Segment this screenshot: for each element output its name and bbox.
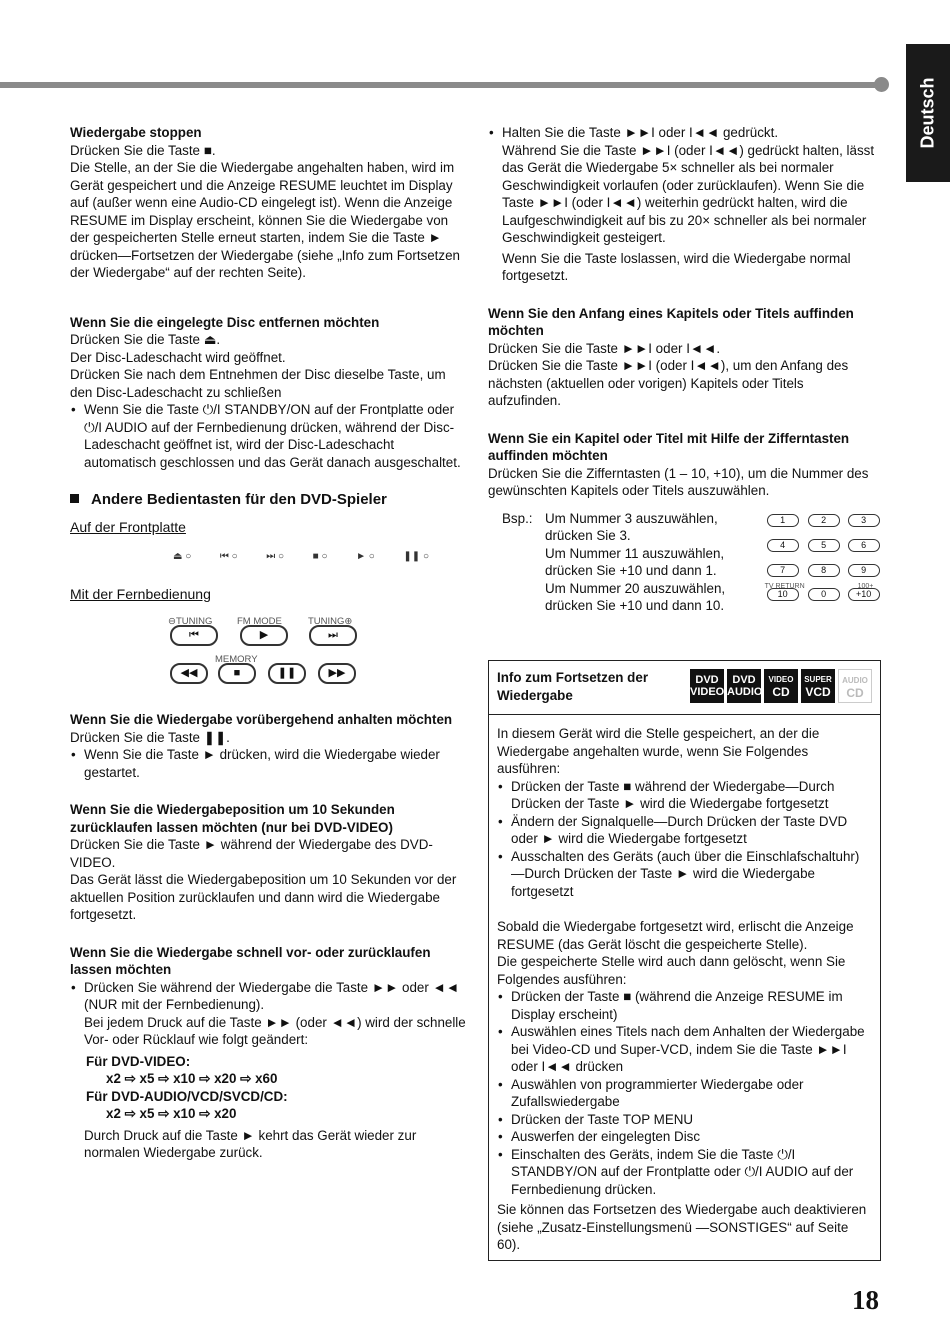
example-block bbox=[488, 510, 878, 615]
paragraph: Drücken Sie die Taste ► während der Wiedergabe des DVD-VIDEO. bbox=[70, 837, 433, 870]
bullet-list bbox=[497, 988, 872, 1198]
list-item: • Ausschalten des Geräts (auch über die Einschlafschaltuhr)—Durch Drücken der Taste ► wird die Wiedergabe fortgesetzt bbox=[497, 848, 872, 901]
section-pause bbox=[70, 711, 466, 781]
front-panel-buttons bbox=[173, 548, 429, 566]
paragraph: Durch Druck auf die Taste ► kehrt das Gerät wieder zur normalen Wiedergabe zurück. bbox=[84, 1127, 417, 1160]
bullet-list bbox=[70, 401, 466, 471]
dvd-video-speeds: x2 ⇨ x5 ⇨ x10 ⇨ x20 ⇨ x60 bbox=[106, 1071, 278, 1086]
section-title: Wenn Sie ein Kapitel oder Titel mit Hilfe der Zifferntasten auffinden möchten bbox=[488, 430, 850, 463]
example-line: drücken Sie +10 und dann 10. bbox=[545, 598, 725, 613]
logo-line: AUDIO bbox=[727, 686, 763, 698]
paragraph: Sie können das Fortsetzen des Wiedergabe auch deaktivieren (siehe „Zusatz-Einstellungsmenü —SONSTIGES“ auf Seite 60). bbox=[497, 1202, 867, 1252]
stop-remote-icon: ■ bbox=[218, 663, 256, 684]
bullet-list bbox=[497, 778, 872, 901]
language-tab bbox=[906, 44, 950, 182]
example-line: drücken Sie +10 und dann 1. bbox=[545, 563, 717, 578]
key-plus-10: +10 bbox=[848, 588, 880, 601]
pause-button-icon: ❚❚ ○ bbox=[403, 551, 429, 562]
bullet-list bbox=[70, 979, 466, 1014]
bullet-list bbox=[70, 746, 466, 781]
rewind-remote-icon: ◀◀ bbox=[170, 663, 208, 684]
paragraph: In diesem Gerät wird die Stelle gespeichert, an der die Wiedergabe angehalten wurde, wenn Sie Folgendes ausführen: bbox=[497, 726, 820, 776]
paragraph: Drücken Sie die Taste ❚❚. bbox=[70, 729, 230, 745]
paragraph: Die gespeicherte Stelle wird auch dann gelöscht, wenn Sie Folgendes ausführen: bbox=[497, 954, 846, 987]
paragraph: Bei jedem Druck auf die Taste ►► (oder ◄◄) wird der schnelle Vor- oder Rücklauf wie folgt geändert: bbox=[84, 1014, 466, 1047]
example-line: Um Nummer 11 auszuwählen, bbox=[545, 545, 725, 561]
key-4: 4 bbox=[767, 539, 799, 552]
paragraph: Während Sie die Taste ►►I (oder I◄◄) gedrückt halten, lässt das Gerät die Wiedergabe 5× schneller als bei normaler Geschwindigkeit vorlaufen (oder zurücklaufen). Wenn Sie die Taste ►►I (oder I◄◄) weiterhin gedrückt halten, wird die Laufgeschwindigkeit auf bis zu 20× schneller als bei normaler Geschwindigkeit gesteigert. bbox=[502, 142, 875, 245]
video-cd-logo-icon bbox=[764, 669, 798, 703]
key-5: 5 bbox=[808, 539, 840, 552]
other-media-label: Für DVD-AUDIO/VCD/SVCD/CD: bbox=[86, 1088, 288, 1104]
info-box-header bbox=[497, 667, 872, 704]
logo-line: VIDEO bbox=[690, 686, 725, 698]
heading-text: Andere Bedientasten für den DVD-Spieler bbox=[91, 491, 387, 508]
play-button-icon: ► ○ bbox=[356, 551, 375, 562]
divider bbox=[489, 714, 880, 715]
list-item: • Einschalten des Geräts, indem Sie die Taste ⏻/I STANDBY/ON auf der Frontplatte oder ⏻/I AUDIO auf der Fernbedienung drücken. bbox=[497, 1146, 872, 1199]
key-1: 1 bbox=[767, 514, 799, 527]
hundred-plus-label: 100+ bbox=[857, 582, 874, 590]
logo-line: CD bbox=[772, 685, 790, 699]
tv-return-label: TV RETURN bbox=[764, 582, 805, 590]
paragraph: Drücken Sie die Taste ►►I (oder I◄◄), um den Anfang des nächsten (aktuellen oder vorigen) Kapitels oder Titels aufzufinden. bbox=[488, 358, 849, 408]
bullet-list bbox=[488, 124, 878, 142]
info-box-title: Info zum Fortsetzen der Wiedergabe bbox=[497, 670, 649, 703]
prev-remote-icon: ⏮ bbox=[170, 625, 218, 646]
list-item: • Ändern der Signalquelle—Durch Drücken der Taste DVD oder ► wird die Wiedergabe fortgesetzt bbox=[497, 813, 872, 848]
logo-line: AUDIO bbox=[842, 676, 868, 685]
list-item: • Drücken der Taste ■ während der Wiedergabe—Durch Drücken der Taste ► wird die Wiedergabe fortgesetzt bbox=[497, 778, 872, 813]
audio-cd-logo-icon bbox=[838, 669, 872, 703]
list-item: • Drücken Sie während der Wiedergabe die Taste ►► oder ◄◄ (NUR mit der Fernbedienung). bbox=[70, 979, 466, 1014]
list-item: • Drücken der Taste ■ (während die Anzeige RESUME im Display erscheint) bbox=[497, 988, 872, 1023]
section-chapter-start bbox=[488, 305, 878, 410]
fastforward-remote-icon: ▶▶ bbox=[318, 663, 356, 684]
example-text bbox=[545, 510, 741, 615]
section-title: Wiedergabe stoppen bbox=[70, 125, 202, 140]
example-line: drücken Sie 3. bbox=[545, 528, 631, 543]
section-stop bbox=[70, 124, 466, 282]
language-tab-label: Deutsch bbox=[917, 77, 938, 149]
prev-button-icon: ⏮ ○ bbox=[219, 551, 238, 562]
header-rule bbox=[0, 82, 880, 88]
list-item: • Drücken der Taste TOP MENU bbox=[497, 1111, 872, 1129]
list-item: • Auswählen von programmierter Wiedergabe oder Zufallswiedergabe bbox=[497, 1076, 872, 1111]
key-7: 7 bbox=[767, 564, 799, 577]
list-item: • Halten Sie die Taste ►►I oder I◄◄ gedrückt. bbox=[488, 124, 878, 142]
logo-line: CD bbox=[846, 686, 864, 700]
next-button-icon: ⏭ ○ bbox=[266, 551, 285, 562]
tuning-plus-label: TUNING⊕ bbox=[308, 616, 353, 627]
section-number-keys bbox=[488, 430, 878, 615]
memory-label: MEMORY bbox=[215, 654, 258, 665]
paragraph: Drücken Sie die Taste ⏏. bbox=[70, 332, 221, 347]
dvd-audio-logo-icon bbox=[727, 669, 761, 703]
key-2: 2 bbox=[808, 514, 840, 527]
paragraph: Drücken Sie die Taste ►►I oder I◄◄. bbox=[488, 340, 721, 356]
key-6: 6 bbox=[848, 539, 880, 552]
page-number: 18 bbox=[852, 1285, 879, 1315]
key-0: 0 bbox=[808, 588, 840, 601]
paragraph: Der Disc-Ladeschacht wird geöffnet. bbox=[70, 349, 286, 365]
logo-line: VCD bbox=[805, 685, 831, 699]
right-column bbox=[488, 124, 878, 635]
tuning-minus-label: ⊖TUNING bbox=[168, 616, 213, 627]
logo-line: DVD bbox=[695, 674, 719, 686]
paragraph: Drücken Sie die Zifferntasten (1 – 10, +10), um die Nummer des gewünschten Kapitels oder Titels auszuwählen. bbox=[488, 465, 869, 498]
list-item: • Auswählen eines Titels nach dem Anhalten der Wiedergabe bei Video-CD und Super-VCD, indem Sie die Taste ►►I oder I◄◄ drücken bbox=[497, 1023, 872, 1076]
left-column bbox=[70, 124, 466, 1182]
logo-line: DVD bbox=[732, 674, 756, 686]
remote-label: Mit der Fernbedienung bbox=[70, 585, 211, 602]
remote-control-illustration bbox=[168, 613, 368, 687]
super-vcd-logo-icon bbox=[801, 669, 835, 703]
section-title: Wenn Sie die Wiedergabeposition um 10 Sekunden zurücklaufen lassen möchten (nur bei DVD-VIDEO) bbox=[70, 802, 395, 835]
key-10: 10 bbox=[767, 588, 799, 601]
next-remote-icon: ⏭ bbox=[309, 625, 357, 646]
section-title: Wenn Sie den Anfang eines Kapitels oder Titels auffinden möchten bbox=[488, 305, 854, 338]
example-label: Bsp.: bbox=[502, 510, 533, 526]
section-title: Wenn Sie die Wiedergabe schnell vor- oder zurücklaufen lassen möchten bbox=[70, 944, 431, 977]
section-hold-skip bbox=[488, 124, 878, 285]
eject-button-icon: ⏏ ○ bbox=[173, 551, 192, 562]
paragraph: Wenn Sie die Taste loslassen, wird die Wiedergabe normal fortgesetzt. bbox=[502, 250, 851, 283]
logo-line: VIDEO bbox=[768, 675, 794, 684]
paragraph: Drücken Sie nach dem Entnehmen der Disc dieselbe Taste, um den Disc-Ladeschacht zu schließen bbox=[70, 367, 446, 400]
header-rule-dot bbox=[874, 77, 889, 92]
list-item: • Auswerfen der eingelegten Disc bbox=[497, 1128, 872, 1146]
section-replay-10s bbox=[70, 801, 466, 924]
section-eject bbox=[70, 314, 466, 472]
paragraph: Sobald die Wiedergabe fortgesetzt wird, erlischt die Anzeige RESUME (das Gerät löscht die gespeicherte Stelle). bbox=[497, 919, 854, 952]
resume-info-box bbox=[488, 660, 881, 1261]
paragraph: Das Gerät lässt die Wiedergabeposition um 10 Sekunden vor der aktuellen Position zurücklaufen und dann wird die Wiedergabe fortgesetzt. bbox=[70, 872, 457, 922]
key-3: 3 bbox=[848, 514, 880, 527]
logo-line: SUPER bbox=[804, 675, 832, 684]
other-media-speeds: x2 ⇨ x5 ⇨ x10 ⇨ x20 bbox=[106, 1106, 237, 1121]
pause-remote-icon: ❚❚ bbox=[268, 663, 306, 684]
dvd-video-label: Für DVD-VIDEO: bbox=[86, 1053, 191, 1069]
key-8: 8 bbox=[808, 564, 840, 577]
section-title: Wenn Sie die Wiedergabe vorübergehend anhalten möchten bbox=[70, 712, 453, 727]
key-9: 9 bbox=[848, 564, 880, 577]
paragraph: Die Stelle, an der Sie die Wiedergabe angehalten haben, wird im Gerät gespeichert und die Anzeige RESUME leuchtet im Display auf (außer wenn eine Audio-CD eingelegt ist). Wenn die Anzeige RESUME im Display erscheint, können Sie die Wiedergabe von der gespeicherten Stelle erneut starten, indem Sie die Taste ► drücken—Fortsetzen der Wiedergabe (siehe „Info zum Fortsetzen der Wiedergabe“ auf der rechten Seite). bbox=[70, 160, 460, 280]
front-panel-label: Auf der Frontplatte bbox=[70, 518, 186, 535]
disc-logos bbox=[687, 669, 872, 703]
section-fast-scan bbox=[70, 944, 466, 1162]
example-line: Um Nummer 3 auszuwählen, bbox=[545, 510, 718, 526]
square-bullet-icon bbox=[70, 494, 79, 503]
stop-button-icon: ■ ○ bbox=[312, 551, 328, 562]
example-line: Um Nummer 20 auszuwählen, bbox=[545, 580, 726, 596]
number-keypad-illustration bbox=[765, 510, 878, 602]
fm-mode-label: FM MODE bbox=[237, 616, 282, 627]
list-item: • Wenn Sie die Taste ► drücken, wird die Wiedergabe wieder gestartet. bbox=[70, 746, 466, 781]
paragraph: Drücken Sie die Taste ■. bbox=[70, 142, 216, 158]
section-heading-other-controls bbox=[70, 491, 466, 509]
dvd-video-logo-icon bbox=[690, 669, 724, 703]
list-item: • Wenn Sie die Taste ⏻/I STANDBY/ON auf der Frontplatte oder ⏻/I AUDIO auf der Fernbedienung drücken, während der Disc-Ladeschacht geöffnet ist, wird der Disc-Ladeschacht automatisch geschlossen und das Gerät danach ausgeschaltet. bbox=[70, 401, 466, 471]
play-remote-icon: ▶ bbox=[240, 625, 288, 646]
section-title: Wenn Sie die eingelegte Disc entfernen möchten bbox=[70, 314, 380, 330]
